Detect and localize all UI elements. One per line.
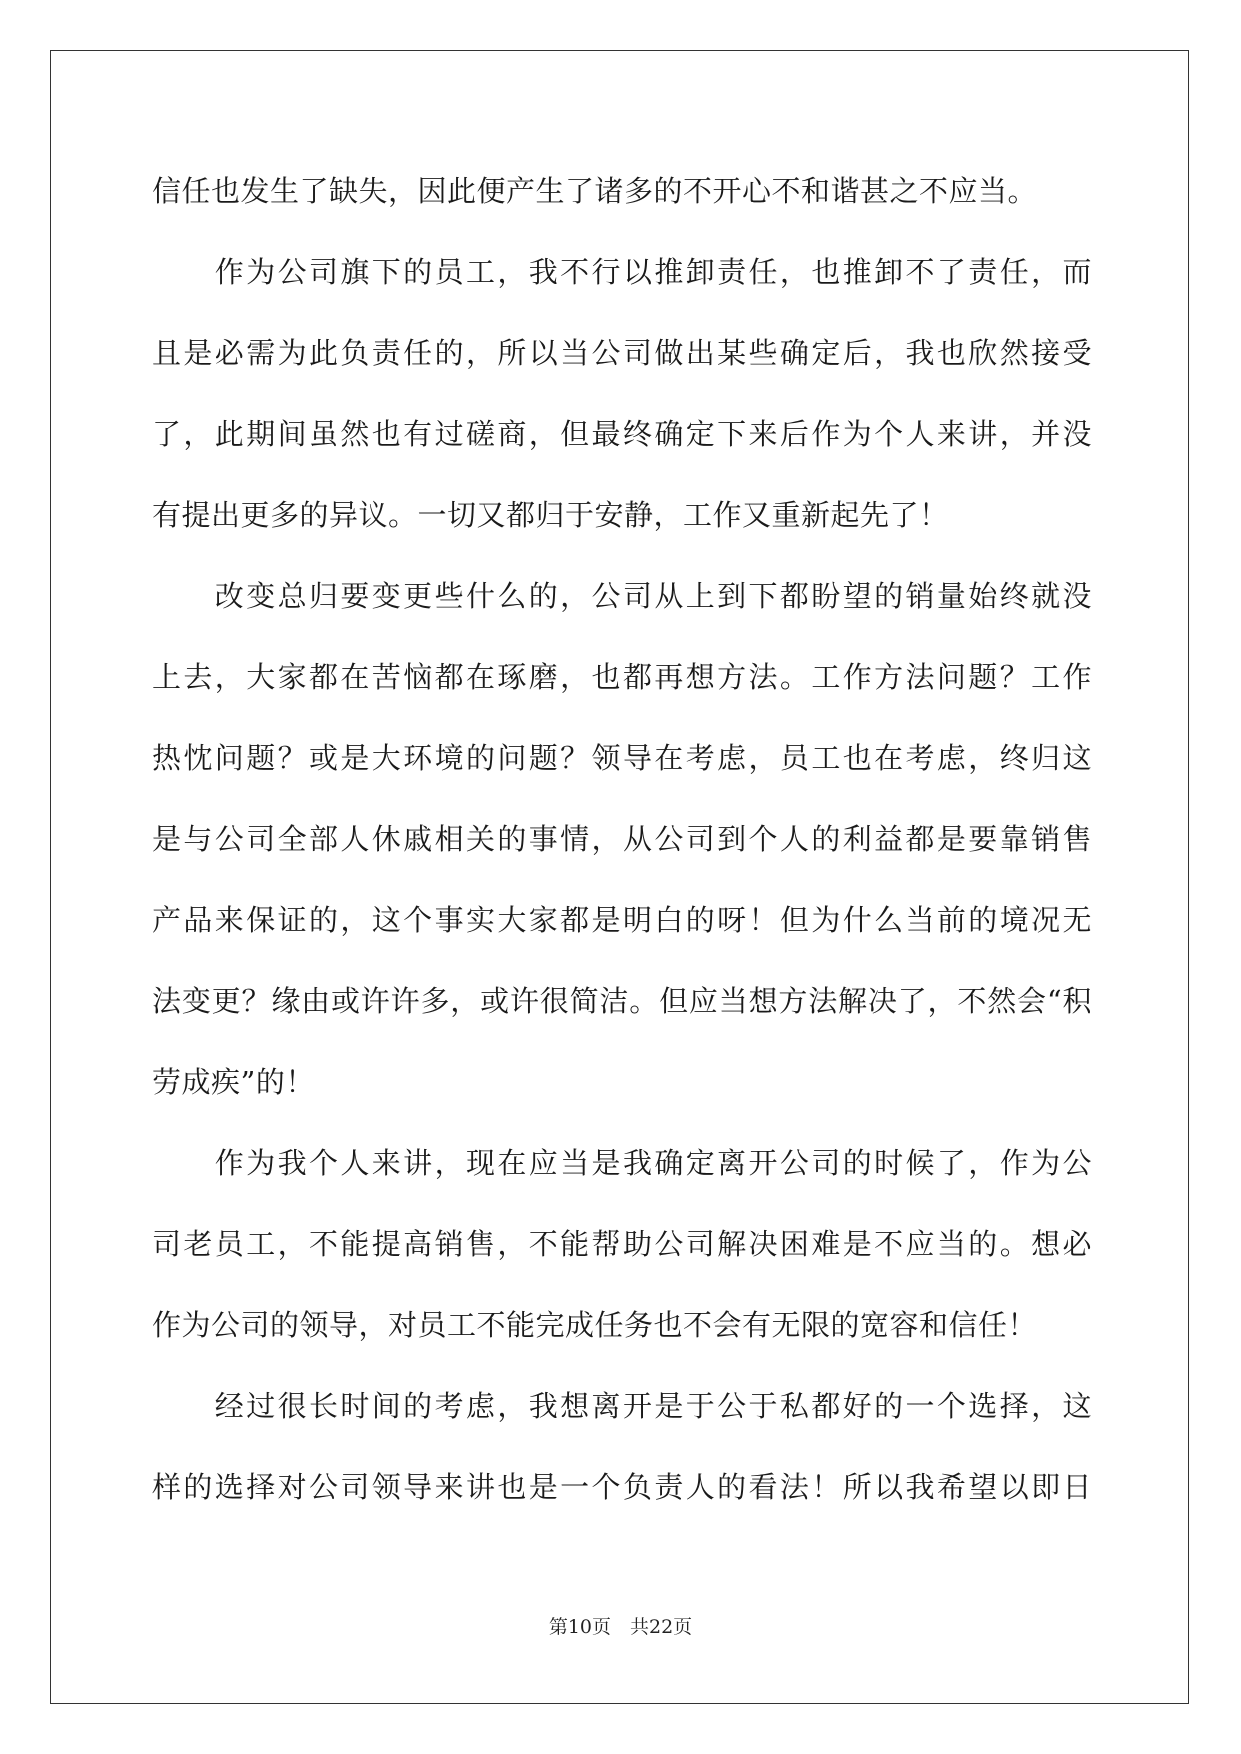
text-line-17: 样的选择对公司领导来讲也是一个负责人的看法！所以我希望以即日 xyxy=(152,1470,1092,1504)
text-line-12: 劳成疾”的！ xyxy=(152,1065,315,1099)
text-line-10: 产品来保证的，这个事实大家都是明白的呀！但为什么当前的境况无 xyxy=(152,903,1092,937)
text-line-5: 有提出更多的异议。一切又都归于安静，工作又重新起先了！ xyxy=(152,498,949,532)
text-line-15: 作为公司的领导，对员工不能完成任务也不会有无限的宽容和信任！ xyxy=(152,1308,1038,1342)
document-body xyxy=(152,165,1092,1542)
text-line-7: 上去，大家都在苦恼都在琢磨，也都再想方法。工作方法问题？工作 xyxy=(152,660,1092,694)
text-line-8: 热忱问题？或是大环境的问题？领导在考虑，员工也在考虑，终归这 xyxy=(152,741,1092,775)
text-line-14: 司老员工，不能提高销售，不能帮助公司解决困难是不应当的。想必 xyxy=(152,1227,1092,1261)
text-line-11: 法变更？缘由或许许多，或许很简洁。但应当想方法解决了，不然会“积 xyxy=(152,984,1092,1018)
text-line-4: 了，此期间虽然也有过磋商，但最终确定下来后作为个人来讲，并没 xyxy=(152,417,1092,451)
text-line-2: 作为公司旗下的员工，我不行以推卸责任，也推卸不了责任，而 xyxy=(152,255,1092,289)
text-line-3: 且是必需为此负责任的，所以当公司做出某些确定后，我也欣然接受 xyxy=(152,336,1092,370)
text-line-16: 经过很长时间的考虑，我想离开是于公于私都好的一个选择，这 xyxy=(152,1389,1092,1423)
text-line-6: 改变总归要变更些什么的，公司从上到下都盼望的销量始终就没 xyxy=(152,579,1092,613)
page-number-footer: 第10页 共22页 xyxy=(548,1616,693,1638)
text-line-13: 作为我个人来讲，现在应当是我确定离开公司的时候了，作为公 xyxy=(152,1146,1092,1180)
text-line-9: 是与公司全部人休戚相关的事情，从公司到个人的利益都是要靠销售 xyxy=(152,822,1092,856)
text-line-1: 信任也发生了缺失，因此便产生了诸多的不开心不和谐甚之不应当。 xyxy=(152,174,1038,208)
